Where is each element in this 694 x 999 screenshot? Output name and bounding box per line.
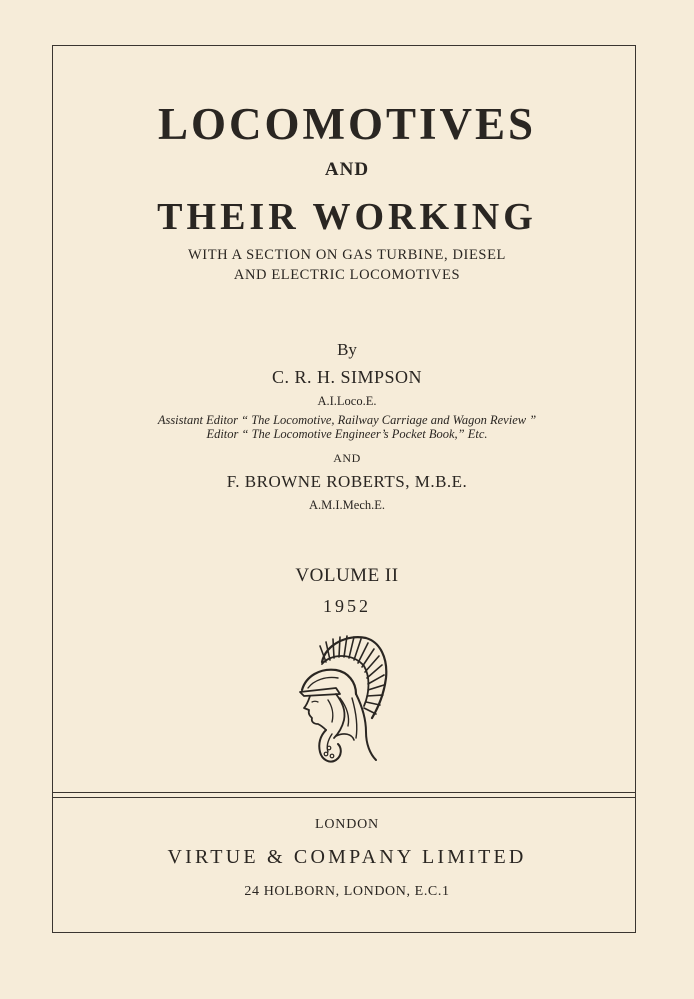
byline-by: By — [337, 340, 357, 359]
author-1-role-1: Assistant Editor “ The Locomotive, Railway Carriage and Wagon Review ” — [157, 413, 537, 427]
publisher-name: VIRTUE & COMPANY LIMITED — [167, 846, 527, 868]
subtitle-line-2: AND ELECTRIC LOCOMOTIVES — [233, 267, 461, 283]
author-1-qualifications: A.I.Loco.E. — [317, 394, 377, 408]
author-1-name: C. R. H. SIMPSON — [271, 367, 423, 387]
volume-label: VOLUME II — [295, 565, 399, 586]
author-2-name: F. BROWNE ROBERTS, M.B.E. — [226, 472, 468, 491]
author-2-qualifications: A.M.I.Mech.E. — [308, 498, 386, 512]
publication-year: 1952 — [323, 596, 371, 616]
publisher-address: 24 HOLBORN, LONDON, E.C.1 — [244, 884, 450, 899]
author-1-role-2: Editor “ The Locomotive Engineer’s Pocket Book,” Etc. — [206, 427, 488, 441]
title-line-1: LOCOMOTIVES — [157, 99, 537, 149]
title-and: AND — [324, 159, 370, 180]
imprint-divider-upper — [52, 792, 636, 793]
subtitle-line-1: WITH A SECTION ON GAS TURBINE, DIESEL — [188, 247, 506, 263]
imprint-divider-lower — [52, 797, 636, 798]
athena-helmet-head-icon — [296, 632, 392, 772]
publisher-city: LONDON — [315, 817, 379, 832]
title-line-2: THEIR WORKING — [157, 196, 537, 238]
byline-and: AND — [333, 451, 361, 465]
